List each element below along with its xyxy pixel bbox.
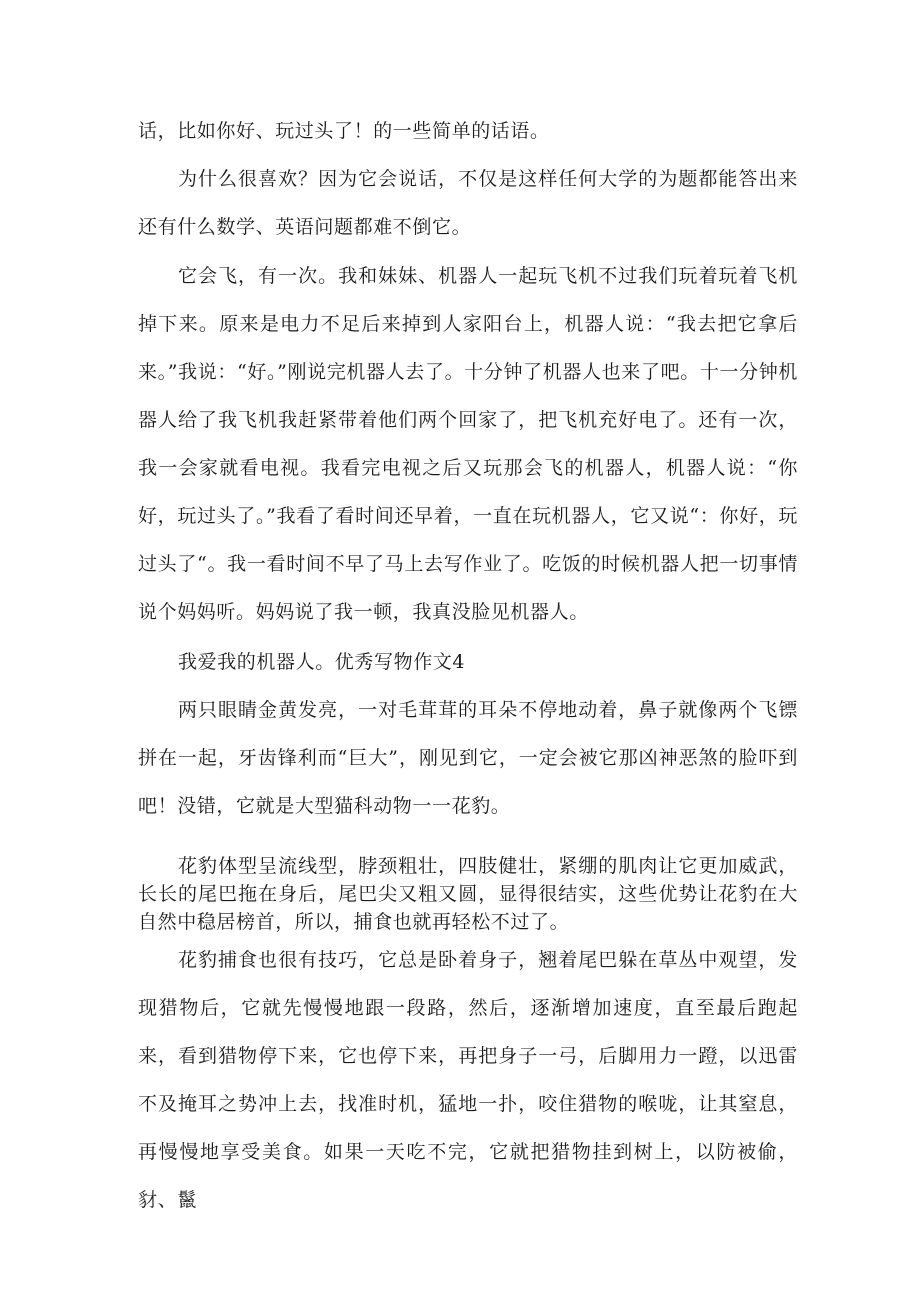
paragraph-leopard-body: 花豹体型呈流线型，脖颈粗壮，四肢健壮，紧绷的肌肉让它更加威武，长长的尾巴拖在身后，尾巴尖又粗又圆，显得很结实，这些优势让花豹在大自然中稳居榜首，所以，捕食也就再轻松不过了。 xyxy=(138,855,798,933)
paragraph-continuation: 话，比如你好、玩过头了！的一些简单的话语。 xyxy=(138,120,550,142)
paragraph-leopard-face: 两只眼睛金黄发亮，一对毛茸茸的耳朵不停地动着，鼻子就像两个飞镖拼在一起，牙齿锋利而“巨大”，刚见到它，一定会被它那凶神恶煞的脸吓到吧！没错，它就是大型猫科动物一一花豹。 xyxy=(138,699,798,817)
paragraph-why-like: 为什么很喜欢？因为它会说话，不仅是这样任何大学的为题都能答出来还有什么数学、英语问题都难不倒它。 xyxy=(138,168,798,238)
section-heading: 我爱我的机器人。优秀写物作文4 xyxy=(178,651,466,673)
paragraph-robot-flies: 它会飞，有一次。我和妹妹、机器人一起玩飞机不过我们玩着玩着飞机掉下来。原来是电力不足后来掉到人家阳台上，机器人说：“我去把它拿后来。”我说：“好。”刚说完机器人去了。十分钟了机器人也来了吧。十一分钟机器人给了我飞机我赶紧带着他们两个回家了，把飞机充好电了。还有一次，我一会家就看电视。我看完电视之后又玩那会飞的机器人，机器人说：“你好，玩过头了。”我看了看时间还早着，一直在玩机器人，它又说“：你好，玩过头了“。我一看时间不早了马上去写作业了。吃饭的时候机器人把一切事情说个妈妈听。妈妈说了我一顿，我真没脸见机器人。 xyxy=(138,265,798,623)
paragraph-leopard-hunting: 花豹捕食也很有技巧，它总是卧着身子，翘着尾巴躲在草丛中观望，发现猎物后，它就先慢慢地跟一段路，然后，逐渐增加速度，直至最后跑起来，看到猎物停下来，它也停下来，再把身子一弓，后脚用力一蹬，以迅雷不及掩耳之势冲上去，找准时机，猛地一扑，咬住猎物的喉咙，让其窒息，再慢慢地享受美食。如果一天吃不完，它就把猎物挂到树上，以防被偷，豺、鬣 xyxy=(138,949,798,1211)
